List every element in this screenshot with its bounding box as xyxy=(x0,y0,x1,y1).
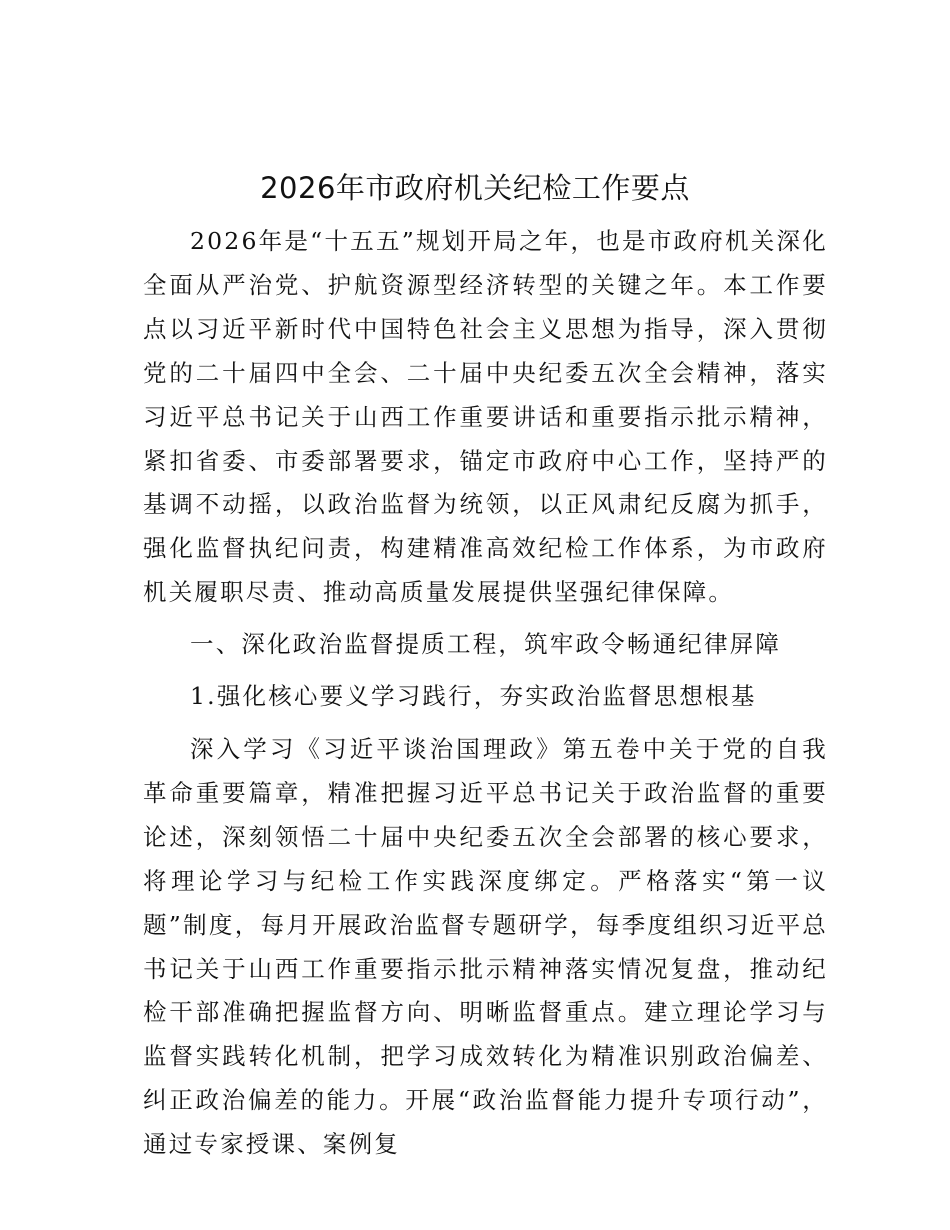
subsection-heading: 1.强化核心要义学习践行，夯实政治监督思想根基 xyxy=(190,682,757,711)
subsection-paragraph: 深入学习《习近平谈治国理政》第五卷中关于党的自我革命重要篇章，精准把握习近平总书记关于政治监督的重要论述，深刻领悟二十届中央纪委五次全会部署的核心要求，将理论学习与纪检工作实践深度绑定。严格落实“第一议题”制度，每月开展政治监督专题研学，每季度组织习近平总书记关于山西工作重要指示批示精神落实情况复盘，推动纪检干部准确把握监督方向、明晰监督重点。建立理论学习与监督实践转化机制，把学习成效转化为精准识别政治偏差、纠正政治偏差的能力。开展“政治监督能力提升专项行动”，通过专家授课、案例复 xyxy=(143,734,828,1159)
document-title: 2026年市政府机关纪检工作要点 xyxy=(260,171,690,205)
intro-paragraph: 2026年是“十五五”规划开局之年，也是市政府机关深化全面从严治党、护航资源型经济转型的关键之年。本工作要点以习近平新时代中国特色社会主义思想为指导，深入贯彻党的二十届四中全会、二十届中央纪委五次全会精神，落实习近平总书记关于山西工作重要讲话和重要指示批示精神，紧扣省委、市委部署要求，锚定市政府中心工作，坚持严的基调不动摇，以政治监督为统领，以正风肃纪反腐为抓手，强化监督执纪问责，构建精准高效纪检工作体系，为市政府机关履职尽责、推动高质量发展提供坚强纪律保障。 xyxy=(143,227,828,607)
section-heading: 一、深化政治监督提质工程，筑牢政令畅通纪律屏障 xyxy=(190,630,782,659)
document-body xyxy=(143,220,828,1167)
